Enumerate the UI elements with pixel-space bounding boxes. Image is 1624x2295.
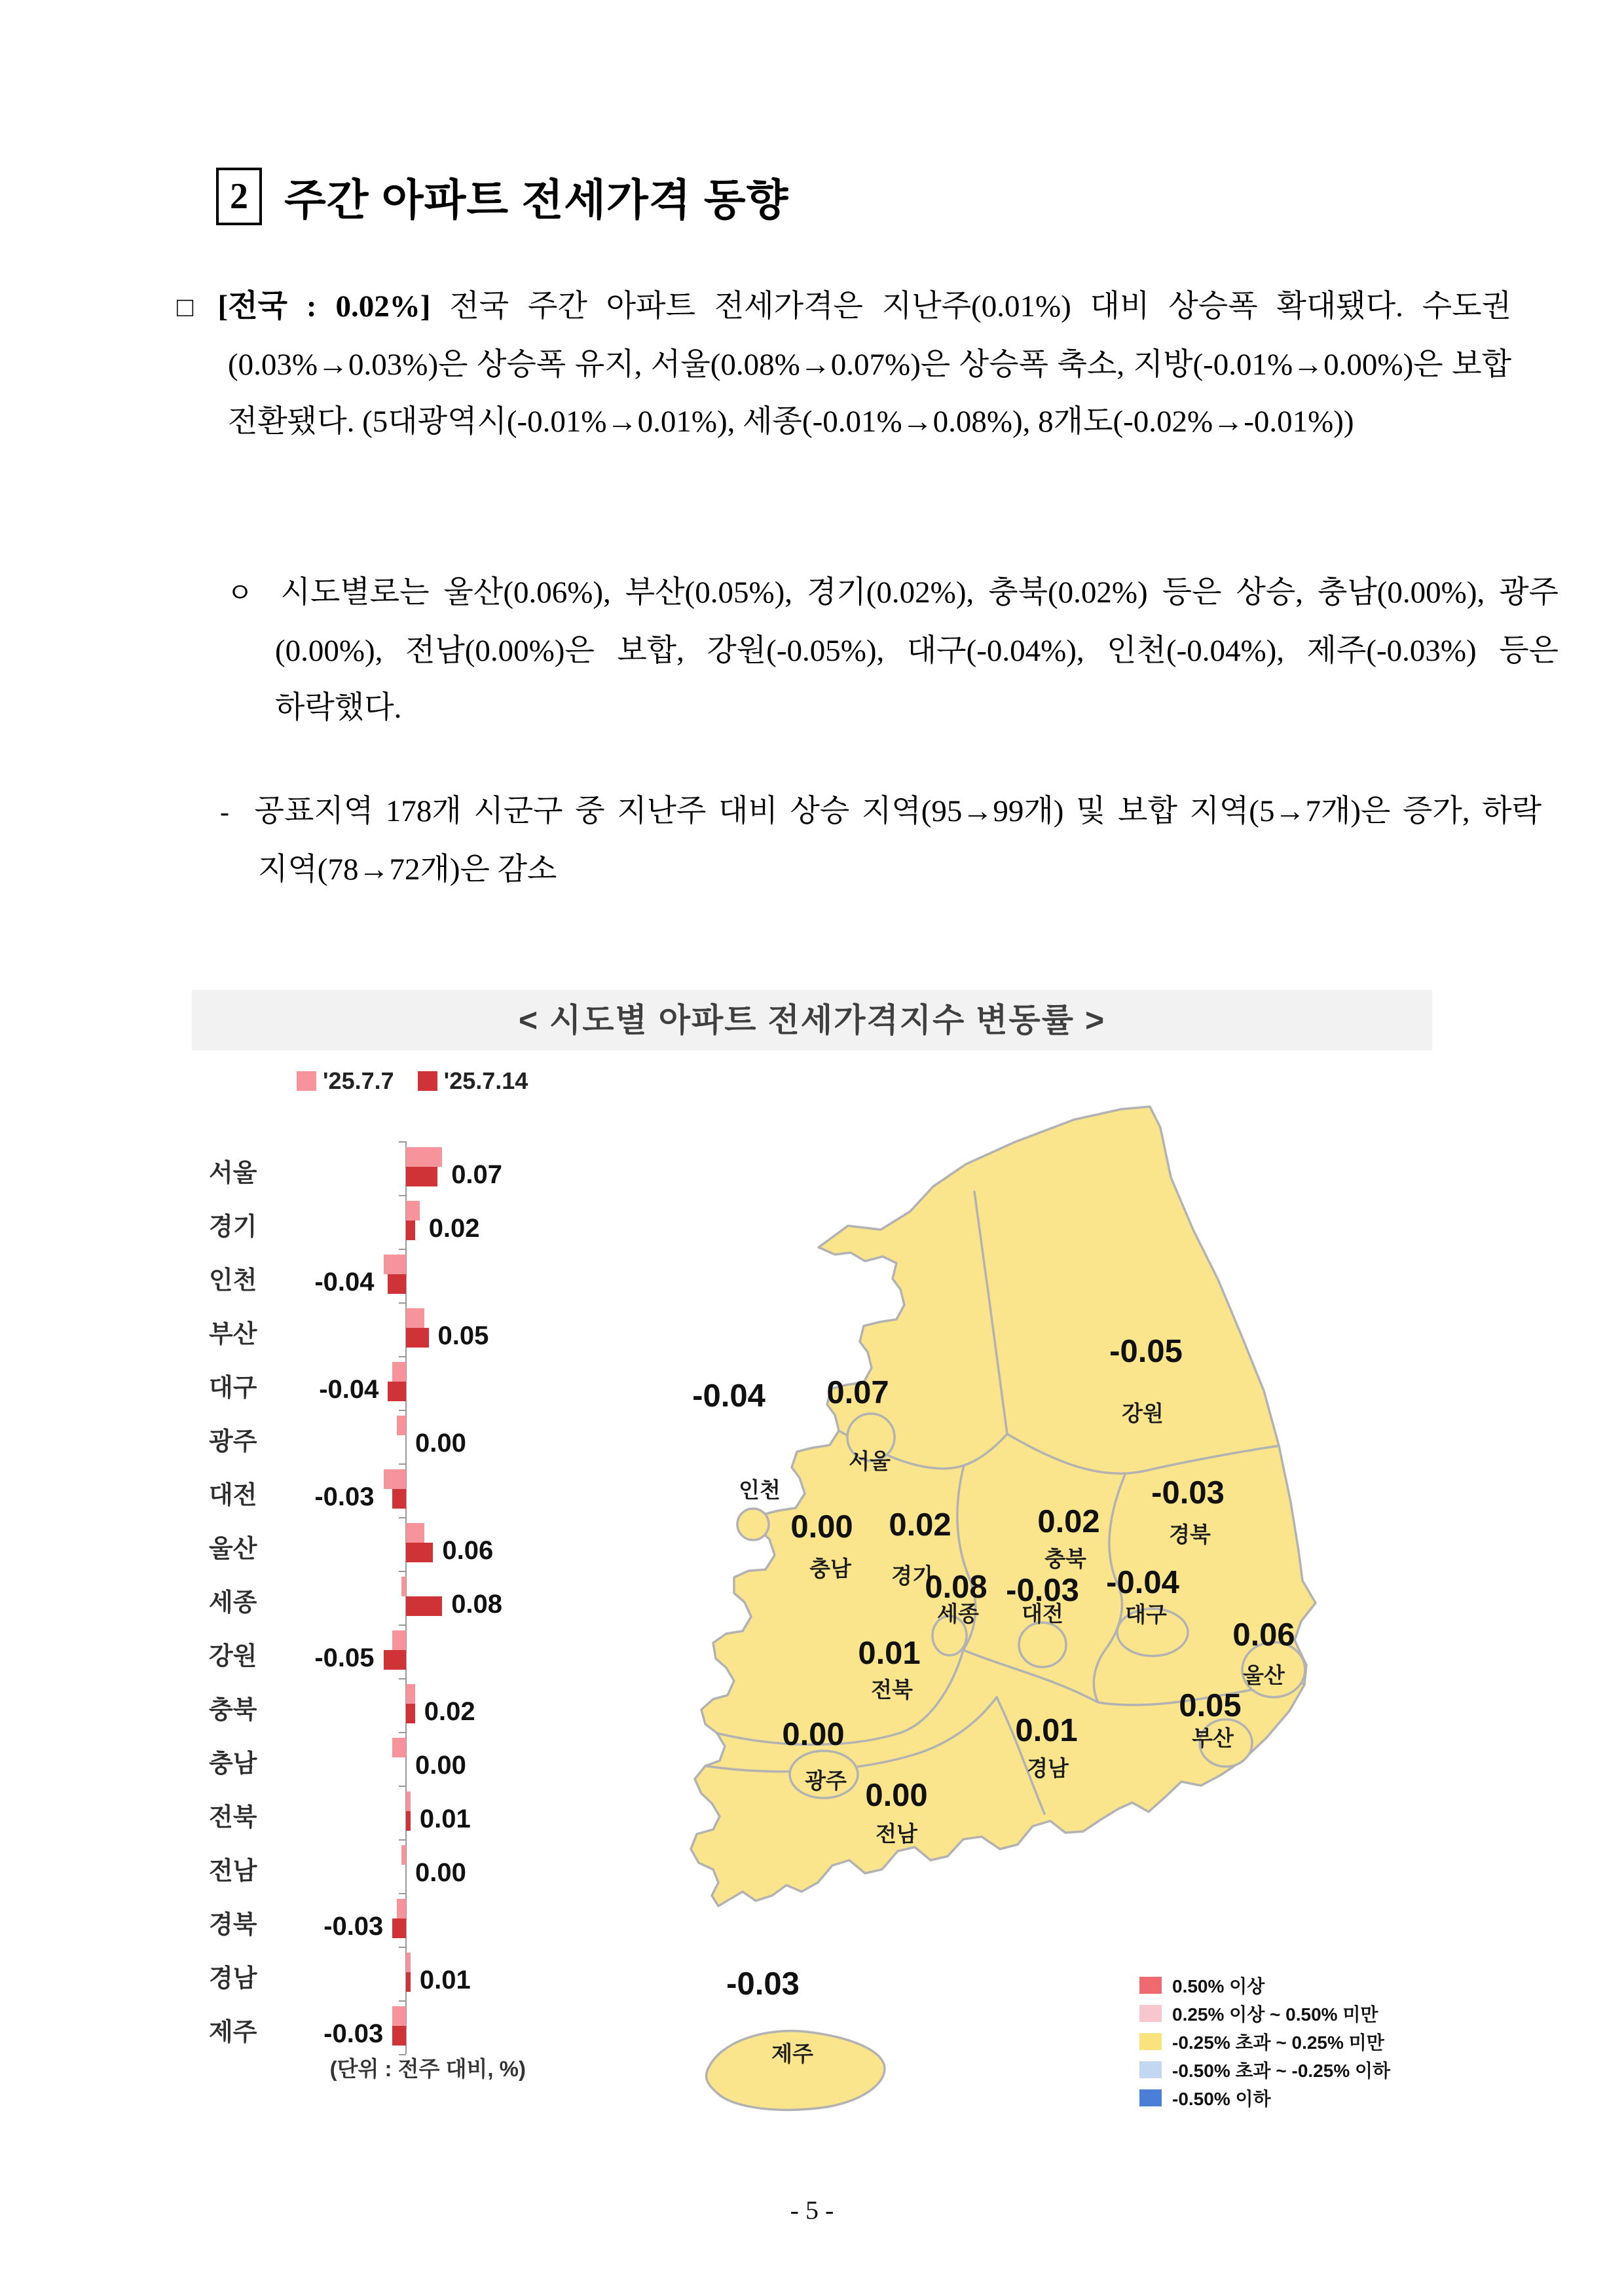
bar-segment — [406, 1201, 420, 1221]
map-legend-label: -0.50% 이하 — [1172, 2088, 1271, 2109]
bar-segment — [406, 1704, 415, 1723]
map-region-value: -0.03 — [726, 1966, 800, 2002]
figure-title: < 시도별 아파트 전세가격지수 변동률 > — [192, 990, 1432, 1050]
bar-segment — [406, 1308, 424, 1328]
map-region-name: 경북 — [1169, 1522, 1211, 1547]
section-title: 주간 아파트 전세가격 동향 — [284, 175, 789, 224]
paragraph-national — [177, 278, 1511, 450]
map-legend-label: -0.25% 초과 ~ 0.25% 미만 — [1172, 2032, 1384, 2053]
bar-value-label: 0.00 — [415, 1429, 466, 1458]
map-region-name: 강원 — [1122, 1401, 1164, 1425]
map-region-name: 울산 — [1243, 1663, 1285, 1687]
bar-row-label: 경남 — [209, 1965, 257, 1992]
bar-segment — [397, 1899, 406, 1919]
map-region-name: 세종 — [937, 1602, 979, 1626]
bar-segment — [397, 1416, 406, 1435]
map-region-value: 0.06 — [1232, 1617, 1295, 1653]
paragraph-text: 공표지역 178개 시군구 중 지난주 대비 상승 지역(95→99개) 및 보합 지역(5→7개)은 증가, 하락 지역(78→72개)은 감소 — [254, 794, 1541, 887]
bar-value-label: 0.00 — [415, 1751, 466, 1780]
bar-value-label: 0.02 — [428, 1214, 480, 1243]
bar-segment — [392, 1630, 406, 1650]
paragraph-text: 시도별로는 울산(0.06%), 부산(0.05%), 경기(0.02%), 충북(0.02%) 등은 상승, 충남(0.00%), 광주(0.00%), 전남(0.00%)은 보합, 강원(-0.05%), 대구(-0.04%), 인천(-0.04%), 제주(-0.03%) 등은 하락했다. — [275, 576, 1559, 725]
map-region-name: 충북 — [1044, 1547, 1086, 1571]
map-legend-row — [1139, 1999, 1390, 2027]
axis-tick — [399, 1249, 406, 1250]
bar-segment — [392, 1738, 406, 1757]
bar-segment — [401, 1577, 406, 1596]
paragraph-lead: [전국 : 0.02%] — [217, 289, 431, 323]
circle-bullet-icon: ㅇ — [227, 579, 253, 609]
map-region-value: 0.08 — [925, 1570, 987, 1605]
legend-label: '25.7.14 — [443, 1067, 528, 1094]
bar-segment — [406, 1523, 424, 1543]
map-region-value: 0.05 — [1179, 1688, 1242, 1723]
bar-value-label: -0.03 — [314, 1482, 375, 1511]
bar-value-label: -0.03 — [323, 2019, 384, 2048]
map-legend-row — [1139, 2055, 1390, 2084]
paragraph-counts — [177, 783, 1541, 898]
axis-tick — [399, 1141, 406, 1143]
section-number-box: 2 — [216, 168, 262, 225]
bar-value-label: -0.03 — [323, 1912, 384, 1941]
bar-row-label: 전북 — [209, 1804, 257, 1831]
map-region-value: -0.03 — [1006, 1573, 1079, 1608]
map-region-value: -0.04 — [692, 1378, 766, 1414]
square-bullet-icon: □ — [177, 293, 205, 323]
bar-segment — [406, 1596, 442, 1616]
map-region-value: 0.01 — [858, 1636, 921, 1671]
bar-row-label: 제주 — [209, 2019, 257, 2046]
bar-segment — [406, 1791, 411, 1811]
axis-tick — [399, 1732, 406, 1733]
bar-segment — [406, 1328, 429, 1348]
incheon-island — [737, 1509, 769, 1540]
map-region-value: 0.00 — [782, 1717, 845, 1752]
paragraph-regions — [177, 564, 1559, 737]
bar-segment — [406, 1221, 415, 1240]
bar-value-label: -0.05 — [314, 1643, 375, 1672]
bar-row-label: 서울 — [209, 1160, 257, 1187]
map-region-value: 0.01 — [1015, 1713, 1078, 1748]
map-region-value: 0.07 — [826, 1375, 889, 1410]
daejeon-enclave — [1019, 1623, 1066, 1667]
bar-segment — [406, 1684, 415, 1704]
bar-row-label: 강원 — [209, 1643, 257, 1670]
bar-value-label: 0.01 — [419, 1966, 471, 1994]
map-color-legend — [1139, 1971, 1390, 2112]
bar-segment — [406, 1811, 411, 1831]
paragraph-text: 전국 주간 아파트 전세가격은 지난주(0.01%) 대비 상승폭 확대됐다. 수도권(0.03%→0.03%)은 상승폭 유지, 서울(0.08%→0.07%)은 상승폭 축소, 지방(-0.01%→0.00%)은 보합 전환됐다. (5대광역시(-0.01%→0.01%), 세종(-0.01%→0.08%), 8개도(-0.02%→-0.01%)) — [228, 289, 1511, 439]
bar-row-label: 충북 — [209, 1697, 257, 1724]
bar-value-label: 0.05 — [437, 1321, 489, 1350]
map-region-value: 0.00 — [790, 1509, 853, 1545]
map-region-name: 대전 — [1022, 1602, 1063, 1626]
figure-jeonse-change — [192, 990, 1432, 2201]
bar-segment — [406, 1543, 433, 1562]
bar-row-label: 전남 — [209, 1858, 257, 1885]
map-legend-row — [1139, 2027, 1390, 2055]
legend-label: '25.7.7 — [323, 1067, 394, 1094]
map-region-name: 서울 — [849, 1449, 891, 1473]
map-legend-row — [1139, 1971, 1390, 1999]
map-region-name: 대구 — [1125, 1602, 1167, 1626]
axis-tick — [399, 2000, 406, 2002]
bar-row-label: 충남 — [209, 1750, 257, 1778]
axis-tick — [399, 1195, 406, 1196]
map-region-name: 인천 — [739, 1478, 781, 1502]
map-legend-swatch-icon — [1139, 1977, 1162, 1994]
map-region-value: 0.00 — [865, 1778, 928, 1813]
map-legend-label: 0.50% 이상 — [1172, 1975, 1265, 1996]
bar-segment — [388, 1382, 406, 1401]
bar-segment — [392, 1919, 406, 1938]
map-legend-swatch-icon — [1139, 2089, 1162, 2106]
bar-row-label: 울산 — [209, 1535, 257, 1563]
axis-tick — [399, 1893, 406, 1894]
bar-segment — [406, 1167, 437, 1186]
axis-tick — [399, 1463, 406, 1465]
section-heading — [216, 165, 788, 227]
map-legend-label: 0.25% 이상 ~ 0.50% 미만 — [1172, 2004, 1378, 2025]
bar-row-label: 부산 — [209, 1321, 257, 1348]
map-region-name: 경남 — [1027, 1756, 1069, 1780]
map-legend-row — [1139, 2084, 1390, 2112]
bar-segment — [406, 1147, 442, 1167]
bar-row-label: 광주 — [209, 1428, 257, 1456]
bar-value-label: 0.06 — [442, 1536, 494, 1565]
axis-tick — [399, 1571, 406, 1572]
bar-segment — [384, 1255, 407, 1274]
bar-row-label: 대구 — [209, 1374, 257, 1402]
bar-segment — [406, 1972, 411, 1992]
bar-segment — [392, 1362, 406, 1382]
map-region-name: 경기 — [891, 1564, 933, 1588]
map-legend-swatch-icon — [1139, 2005, 1162, 2022]
map-region-value: 0.02 — [889, 1507, 951, 1543]
axis-tick — [399, 1356, 406, 1357]
bar-segment — [392, 1489, 406, 1509]
map-region-name: 전북 — [871, 1678, 913, 1702]
bar-row-label: 세종 — [209, 1589, 257, 1617]
bar-row-label: 경북 — [209, 1911, 257, 1939]
axis-tick — [399, 1625, 406, 1626]
unit-note: (단위 : 전주 대비, %) — [329, 2057, 526, 2081]
axis-tick — [399, 1947, 406, 1948]
bar-row-label: 경기 — [209, 1213, 257, 1241]
page-number: - 5 - — [790, 2195, 834, 2225]
bar-value-label: 0.00 — [415, 1858, 466, 1887]
map-region-name: 부산 — [1192, 1726, 1234, 1750]
axis-tick — [399, 1302, 406, 1304]
bar-segment — [392, 2026, 406, 2046]
map-region-value: -0.04 — [1106, 1565, 1179, 1600]
bar-value-label: 0.08 — [451, 1590, 503, 1619]
bar-value-label: 0.01 — [419, 1805, 471, 1833]
map-region-value: -0.03 — [1151, 1475, 1225, 1511]
bar-segment — [406, 1953, 411, 1972]
bar-row-label: 인천 — [209, 1267, 257, 1294]
bar-row-label: 대전 — [209, 1482, 257, 1509]
map-legend-label: -0.50% 초과 ~ -0.25% 이하 — [1172, 2060, 1391, 2081]
map-region-name: 제주 — [771, 2042, 813, 2066]
bar-segment — [401, 1845, 406, 1865]
bar-segment — [384, 1469, 407, 1489]
bar-segment — [384, 1650, 407, 1670]
bar-segment — [388, 1274, 406, 1294]
axis-tick — [399, 1678, 406, 1680]
bar-value-label: 0.07 — [451, 1160, 503, 1189]
map-legend-swatch-icon — [1139, 2033, 1162, 2050]
map-region-value: 0.02 — [1037, 1504, 1100, 1539]
map-region-name: 충남 — [809, 1556, 851, 1581]
bar-value-label: -0.04 — [319, 1375, 379, 1404]
map-region-value: -0.05 — [1109, 1334, 1183, 1369]
axis-tick — [399, 1517, 406, 1518]
map-region-name: 전남 — [876, 1822, 917, 1846]
bar-value-label: -0.04 — [314, 1268, 375, 1296]
axis-tick — [399, 1786, 406, 1787]
map-legend-swatch-icon — [1139, 2061, 1162, 2078]
bar-segment — [392, 2006, 406, 2026]
dash-bullet-icon: - — [220, 798, 229, 828]
map-region-name: 광주 — [805, 1769, 847, 1793]
axis-tick — [399, 1410, 406, 1411]
bar-value-label: 0.02 — [424, 1697, 475, 1726]
axis-tick — [399, 1839, 406, 1841]
